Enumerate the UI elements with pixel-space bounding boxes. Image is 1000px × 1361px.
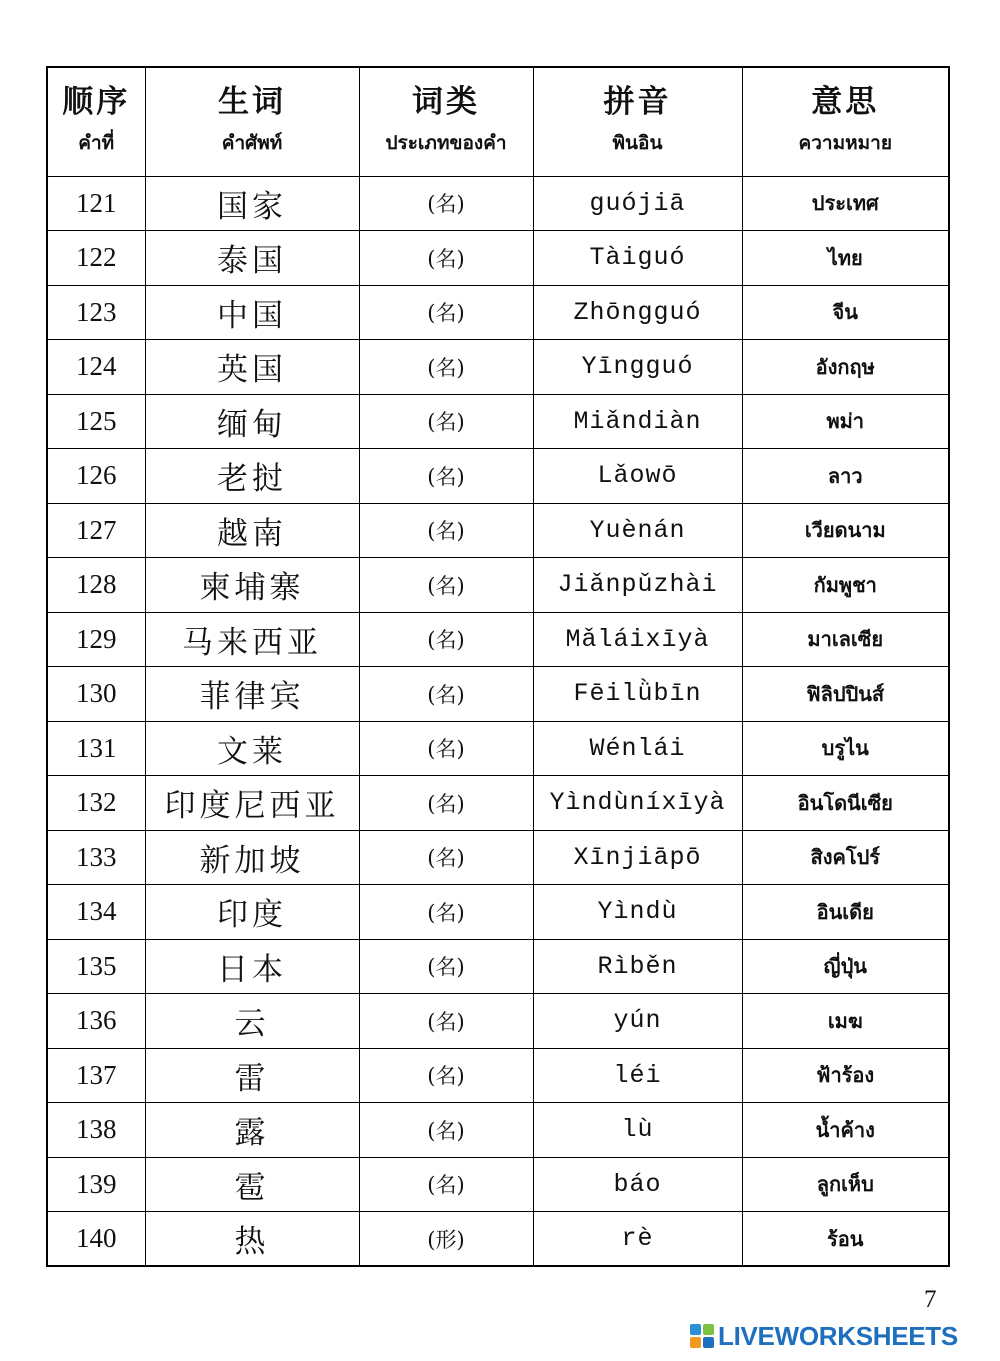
chinese-word-cell: 雷: [145, 1048, 359, 1103]
order-number-cell: 130: [47, 667, 145, 722]
pinyin-cell: lù: [533, 1103, 742, 1158]
part-of-speech-cell: (名): [359, 449, 533, 504]
thai-meaning-cell: จีน: [742, 285, 949, 340]
table-row: [47, 176, 949, 231]
header-order-th: คำที่: [78, 131, 115, 154]
chinese-word-cell: 越南: [145, 503, 359, 558]
thai-meaning-cell: ลาว: [742, 449, 949, 504]
part-of-speech-cell: (名): [359, 340, 533, 395]
order-number-cell: 121: [47, 176, 145, 231]
order-number-cell: 139: [47, 1157, 145, 1212]
thai-meaning-cell: เวียดนาม: [742, 503, 949, 558]
part-of-speech-cell: (名): [359, 231, 533, 286]
chinese-word-cell: 缅甸: [145, 394, 359, 449]
part-of-speech-cell: (名): [359, 176, 533, 231]
chinese-word-cell: 柬埔寨: [145, 558, 359, 613]
pinyin-cell: Yìndù: [533, 885, 742, 940]
part-of-speech-cell: (形): [359, 1212, 533, 1267]
chinese-word-cell: 文莱: [145, 721, 359, 776]
chinese-word-cell: 老挝: [145, 449, 359, 504]
table-row: [47, 503, 949, 558]
thai-meaning-cell: ร้อน: [742, 1212, 949, 1267]
pinyin-cell: Fēilǜbīn: [533, 667, 742, 722]
table-row: [47, 449, 949, 504]
logo-square-icon: [703, 1324, 714, 1335]
order-number-cell: 134: [47, 885, 145, 940]
order-number-cell: 126: [47, 449, 145, 504]
part-of-speech-cell: (名): [359, 394, 533, 449]
order-number-cell: 129: [47, 612, 145, 667]
chinese-word-cell: 马来西亚: [145, 612, 359, 667]
order-number-cell: 123: [47, 285, 145, 340]
header-meaning-th: ความหมาย: [798, 131, 892, 154]
thai-meaning-cell: ฟ้าร้อง: [742, 1048, 949, 1103]
part-of-speech-cell: (名): [359, 667, 533, 722]
table-row: [47, 340, 949, 395]
chinese-word-cell: 云: [145, 994, 359, 1049]
pinyin-cell: Rìběn: [533, 939, 742, 994]
table-row: [47, 1048, 949, 1103]
thai-meaning-cell: น้ำค้าง: [742, 1103, 949, 1158]
chinese-word-cell: 热: [145, 1212, 359, 1267]
liveworksheets-logo: [690, 1321, 958, 1351]
pinyin-cell: Tàiguó: [533, 231, 742, 286]
vocabulary-table: [46, 66, 950, 1267]
part-of-speech-cell: (名): [359, 612, 533, 667]
thai-meaning-cell: พม่า: [742, 394, 949, 449]
part-of-speech-cell: (名): [359, 721, 533, 776]
order-number-cell: 128: [47, 558, 145, 613]
part-of-speech-cell: (名): [359, 558, 533, 613]
order-number-cell: 125: [47, 394, 145, 449]
thai-meaning-cell: ฟิลิปปินส์: [742, 667, 949, 722]
part-of-speech-cell: (名): [359, 830, 533, 885]
part-of-speech-cell: (名): [359, 1048, 533, 1103]
table-row: [47, 1157, 949, 1212]
table-row: [47, 667, 949, 722]
header-pinyin-th: พินอิน: [612, 131, 663, 154]
thai-meaning-cell: สิงคโปร์: [742, 830, 949, 885]
chinese-word-cell: 泰国: [145, 231, 359, 286]
thai-meaning-cell: อินเดีย: [742, 885, 949, 940]
pinyin-cell: Wénlái: [533, 721, 742, 776]
chinese-word-cell: 雹: [145, 1157, 359, 1212]
logo-square-icon: [690, 1337, 701, 1348]
part-of-speech-cell: (名): [359, 1157, 533, 1212]
chinese-word-cell: 英国: [145, 340, 359, 395]
part-of-speech-cell: (名): [359, 776, 533, 831]
order-number-cell: 131: [47, 721, 145, 776]
table-row: [47, 285, 949, 340]
pinyin-cell: Yīngguó: [533, 340, 742, 395]
logo-text: LIVEWORKSHEETS: [718, 1321, 958, 1351]
pinyin-cell: léi: [533, 1048, 742, 1103]
part-of-speech-cell: (名): [359, 885, 533, 940]
table-row: [47, 776, 949, 831]
chinese-word-cell: 国家: [145, 176, 359, 231]
header-pos-zh: 词类: [412, 83, 480, 120]
chinese-word-cell: 中国: [145, 285, 359, 340]
thai-meaning-cell: กัมพูชา: [742, 558, 949, 613]
order-number-cell: 132: [47, 776, 145, 831]
table-row: [47, 231, 949, 286]
chinese-word-cell: 露: [145, 1103, 359, 1158]
pinyin-cell: Yuènán: [533, 503, 742, 558]
pinyin-cell: báo: [533, 1157, 742, 1212]
pinyin-cell: guójiā: [533, 176, 742, 231]
header-pinyin: [533, 67, 742, 176]
chinese-word-cell: 印度尼西亚: [145, 776, 359, 831]
table-row: [47, 830, 949, 885]
order-number-cell: 124: [47, 340, 145, 395]
pinyin-cell: rè: [533, 1212, 742, 1267]
pinyin-cell: Lǎowō: [533, 449, 742, 504]
thai-meaning-cell: ญี่ปุ่น: [742, 939, 949, 994]
part-of-speech-cell: (名): [359, 939, 533, 994]
pinyin-cell: Jiǎnpǔzhài: [533, 558, 742, 613]
logo-square-icon: [703, 1337, 714, 1348]
order-number-cell: 138: [47, 1103, 145, 1158]
header-pinyin-zh: 拼音: [603, 83, 672, 120]
pinyin-cell: Miǎndiàn: [533, 394, 742, 449]
table-row: [47, 885, 949, 940]
table-row: [47, 558, 949, 613]
chinese-word-cell: 菲律宾: [145, 667, 359, 722]
header-order-zh: 顺序: [62, 83, 131, 120]
order-number-cell: 127: [47, 503, 145, 558]
header-word-zh: 生词: [218, 83, 286, 120]
pinyin-cell: yún: [533, 994, 742, 1049]
pinyin-cell: Xīnjiāpō: [533, 830, 742, 885]
chinese-word-cell: 印度: [145, 885, 359, 940]
header-pos-th: ประเภทของคำ: [385, 131, 507, 154]
part-of-speech-cell: (名): [359, 285, 533, 340]
page-number: 7: [924, 1286, 937, 1313]
header-word-th: คำศัพท์: [221, 131, 283, 154]
header-order: [47, 67, 145, 176]
order-number-cell: 133: [47, 830, 145, 885]
order-number-cell: 122: [47, 231, 145, 286]
table-body: [47, 176, 949, 1266]
header-meaning: [742, 67, 949, 176]
part-of-speech-cell: (名): [359, 503, 533, 558]
chinese-word-cell: 日本: [145, 939, 359, 994]
thai-meaning-cell: เมฆ: [742, 994, 949, 1049]
chinese-word-cell: 新加坡: [145, 830, 359, 885]
thai-meaning-cell: อินโดนีเซีย: [742, 776, 949, 831]
pinyin-cell: Yìndùníxīyà: [533, 776, 742, 831]
header-part-of-speech: [359, 67, 533, 176]
part-of-speech-cell: (名): [359, 994, 533, 1049]
pinyin-cell: Mǎláixīyà: [533, 612, 742, 667]
part-of-speech-cell: (名): [359, 1103, 533, 1158]
header-meaning-zh: 意思: [811, 83, 880, 120]
thai-meaning-cell: อังกฤษ: [742, 340, 949, 395]
thai-meaning-cell: ไทย: [742, 231, 949, 286]
order-number-cell: 136: [47, 994, 145, 1049]
liveworksheets-logo-icon: [690, 1324, 714, 1348]
table-row: [47, 612, 949, 667]
pinyin-cell: Zhōngguó: [533, 285, 742, 340]
thai-meaning-cell: ประเทศ: [742, 176, 949, 231]
thai-meaning-cell: ลูกเห็บ: [742, 1157, 949, 1212]
header-word: [145, 67, 359, 176]
table-row: [47, 394, 949, 449]
table-row: [47, 994, 949, 1049]
thai-meaning-cell: มาเลเซีย: [742, 612, 949, 667]
order-number-cell: 140: [47, 1212, 145, 1267]
table-row: [47, 1103, 949, 1158]
table-row: [47, 721, 949, 776]
header-row: [47, 67, 949, 176]
order-number-cell: 135: [47, 939, 145, 994]
order-number-cell: 137: [47, 1048, 145, 1103]
table-row: [47, 939, 949, 994]
logo-square-icon: [690, 1324, 701, 1335]
table-row: [47, 1212, 949, 1267]
thai-meaning-cell: บรูไน: [742, 721, 949, 776]
